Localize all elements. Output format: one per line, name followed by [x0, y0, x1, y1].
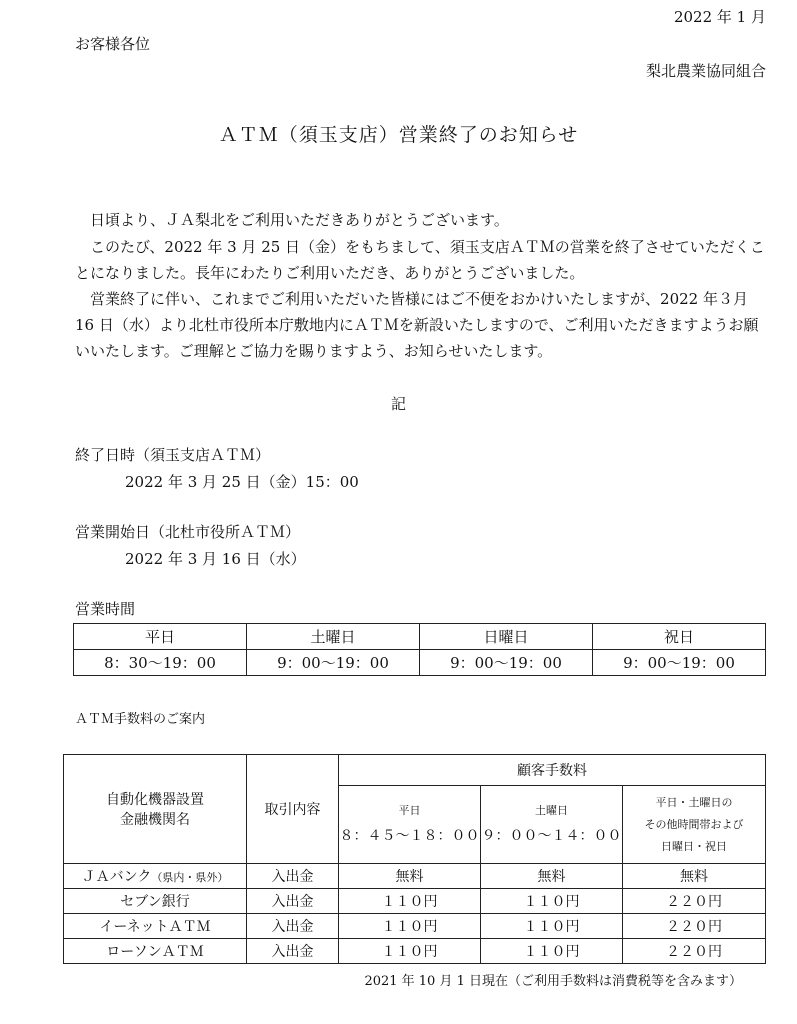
time-weekday: 8：30〜19：00	[74, 650, 247, 676]
hours-day-row	[74, 624, 766, 650]
fee-other: ２２０円	[623, 889, 766, 914]
day-weekday: 平日	[74, 624, 247, 650]
fee-row-ja-bank	[64, 864, 766, 889]
hours-time-row	[74, 650, 766, 676]
end-datetime-value: 2022 年 3 月 25 日（金）15：00	[125, 473, 359, 491]
weekday-fee-header: 平日 ８：４５〜１８：００	[339, 786, 481, 864]
transaction-type: 入出金	[247, 864, 339, 889]
fee-other: 無料	[623, 864, 766, 889]
fee-row-enet-atm	[64, 914, 766, 939]
day-saturday: 土曜日	[247, 624, 420, 650]
fee-saturday: １１０円	[481, 939, 623, 964]
end-datetime-heading: 終了日時（須玉支店ＡＴＭ）	[75, 446, 271, 464]
fee-row-lawson-atm	[64, 939, 766, 964]
institution-name: セブン銀行	[64, 889, 247, 914]
fee-footnote: 2021 年 10 月 1 日現在（ご利用手数料は消費税等を含みます）	[364, 974, 742, 989]
fee-saturday: １１０円	[481, 889, 623, 914]
addressee: お客様各位	[75, 35, 151, 53]
other-time-fee-header: 平日・土曜日の その他時間帯および 日曜日・祝日	[623, 786, 766, 864]
institution-name: ローソンＡＴＭ	[64, 939, 247, 964]
fee-weekday: 無料	[339, 864, 481, 889]
opening-date-heading: 営業開始日（北杜市役所ＡＴＭ）	[75, 523, 301, 541]
atm-fee-heading: ＡＴＭ手数料のご案内	[75, 712, 206, 727]
fee-other: ２２０円	[623, 939, 766, 964]
transaction-type: 入出金	[247, 939, 339, 964]
business-hours-heading: 営業時間	[75, 600, 136, 618]
fee-row-seven-bank	[64, 889, 766, 914]
institution-header: 自動化機器設置 金融機関名	[64, 755, 247, 864]
time-saturday: 9：00〜19：00	[247, 650, 420, 676]
transaction-type: 入出金	[247, 889, 339, 914]
fee-weekday: １１０円	[339, 939, 481, 964]
saturday-fee-header: 土曜日 ９：００〜１４：００	[481, 786, 623, 864]
day-sunday: 日曜日	[420, 624, 593, 650]
institution-name: イーネットＡＴＭ	[64, 914, 247, 939]
transaction-type: 入出金	[247, 914, 339, 939]
fee-weekday: １１０円	[339, 889, 481, 914]
opening-date-value: 2022 年 3 月 16 日（水）	[125, 550, 306, 568]
fee-other: ２２０円	[623, 914, 766, 939]
institution-name: ＪＡバンク（県内・県外）	[64, 864, 247, 889]
day-holiday: 祝日	[593, 624, 766, 650]
sender-organization: 梨北農業協同組合	[645, 62, 766, 80]
transaction-header: 取引内容	[247, 755, 339, 864]
fee-saturday: １１０円	[481, 914, 623, 939]
paragraph-new-atm: 営業終了に伴い、これまでご利用いただいた皆様にはご不便をおかけいたしますが、2022 年３月 16 日（水）より北杜市役所本庁敷地内にＡＴＭを新設いたしますので、ご利用いただきますようお願いいたします。ご理解とご協力を賜りますよう、お知らせいたします。	[75, 290, 759, 360]
customer-fee-header: 顧客手数料	[339, 755, 766, 786]
fee-saturday: 無料	[481, 864, 623, 889]
fee-header-row-1	[64, 755, 766, 786]
document-date: 2022 年 1 月	[673, 8, 766, 26]
fee-weekday: １１０円	[339, 914, 481, 939]
time-sunday: 9：00〜19：00	[420, 650, 593, 676]
atm-fee-table	[63, 754, 766, 964]
ki-marker: 記	[390, 395, 406, 413]
time-holiday: 9：00〜19：00	[593, 650, 766, 676]
notice-title: ＡＴＭ（須玉支店）営業終了のお知らせ	[218, 124, 579, 146]
paragraph-closure: このたび、2022 年 3 月 25 日（金）をもちまして、須玉支店ＡＴＭの営業を終了させていただくことになりました。長年にわたりご利用いただき、ありがとうございました。	[75, 238, 765, 282]
paragraph-greeting: 日頃より、ＪＡ梨北をご利用いただきありがとうございます。	[90, 211, 509, 229]
business-hours-table	[73, 623, 766, 676]
